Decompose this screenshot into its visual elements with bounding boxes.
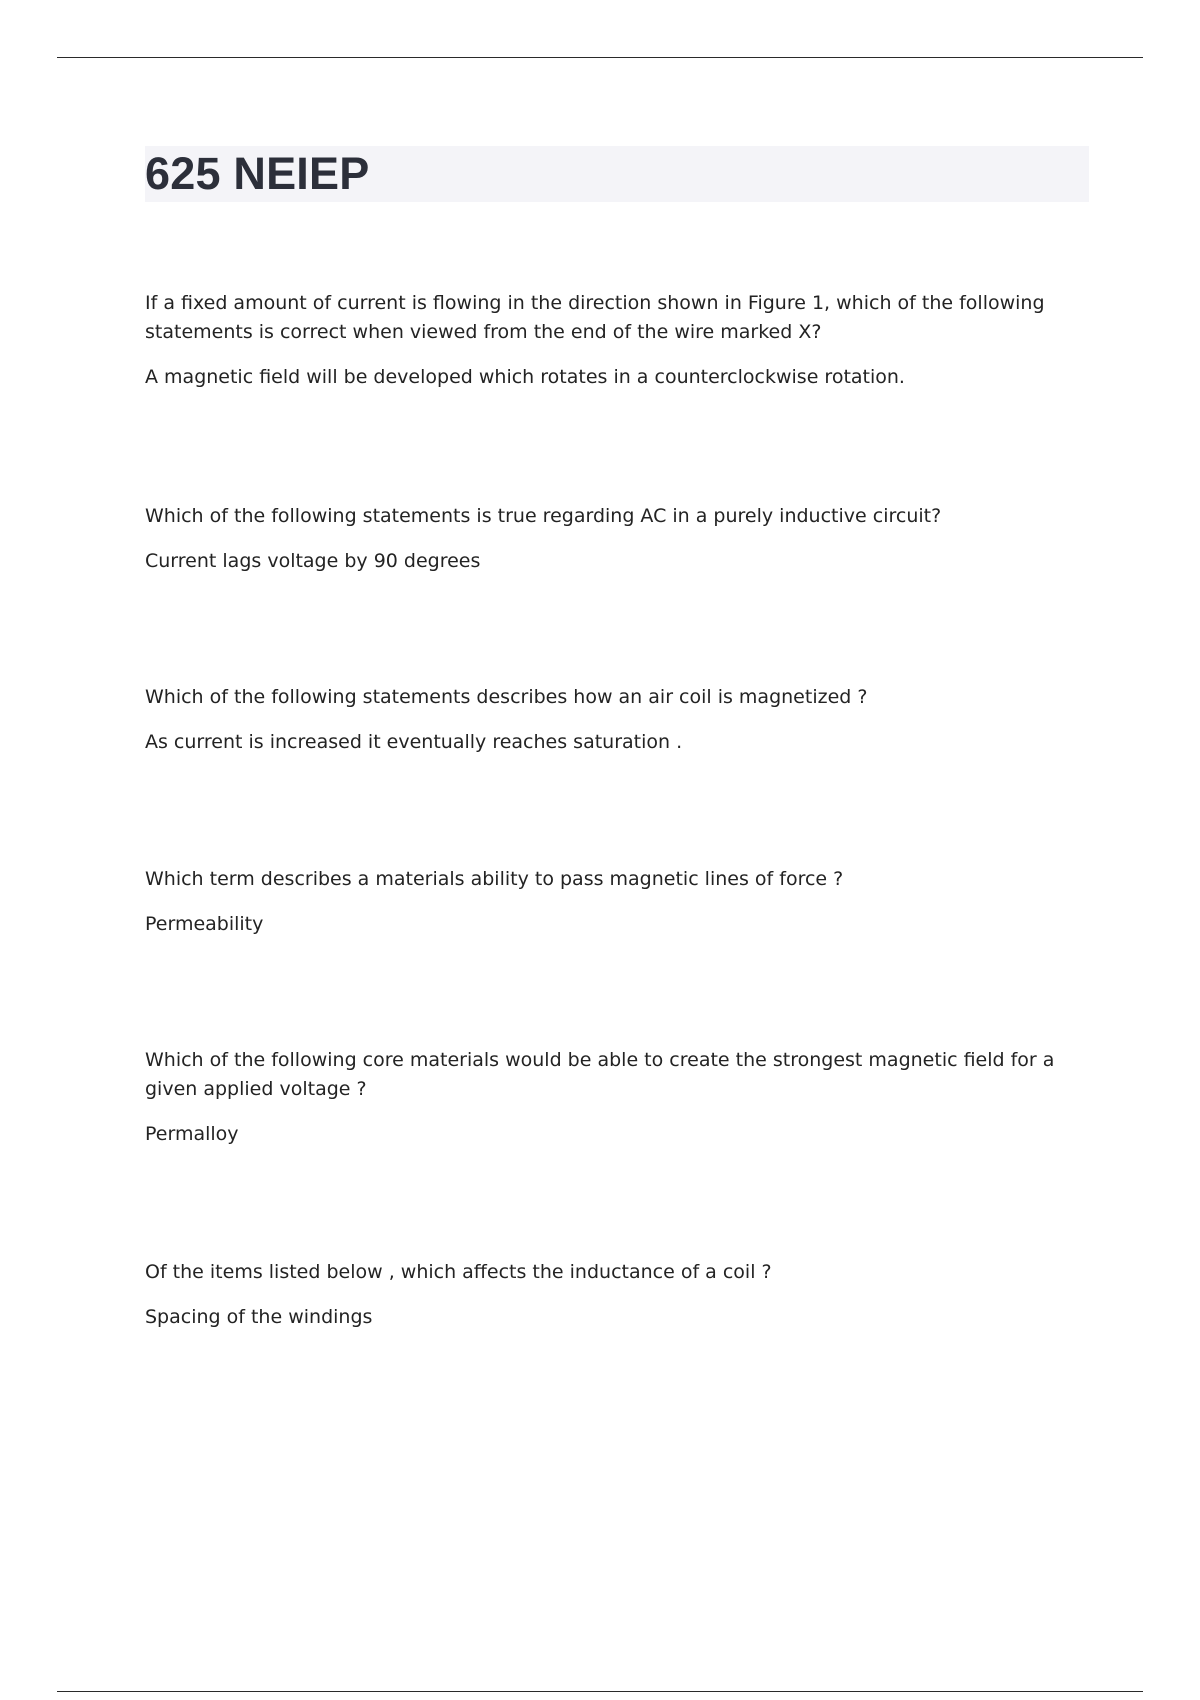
question-text: Which of the following statements describes how an air coil is magnetized ? bbox=[145, 686, 868, 708]
question-text: Which of the following statements is true regarding AC in a purely inductive circuit? bbox=[145, 505, 942, 527]
page-title: 625 NEIEP bbox=[145, 148, 370, 199]
question-text: Which term describes a materials ability to pass magnetic lines of force ? bbox=[145, 868, 844, 890]
qa-item-5 bbox=[145, 1046, 1095, 1149]
title-band bbox=[145, 146, 1089, 202]
qa-item-4 bbox=[145, 865, 1095, 939]
answer-text: A magnetic field will be developed which rotates in a counterclockwise rotation. bbox=[145, 366, 905, 388]
qa-item-6 bbox=[145, 1258, 1095, 1332]
qa-item-2 bbox=[145, 502, 1095, 576]
answer-text: Permeability bbox=[145, 913, 264, 935]
answer-text: Permalloy bbox=[145, 1123, 239, 1145]
answer-text: As current is increased it eventually reaches saturation . bbox=[145, 731, 683, 753]
qa-item-3 bbox=[145, 683, 1095, 757]
bottom-divider bbox=[57, 1691, 1143, 1692]
question-text: Of the items listed below , which affects the inductance of a coil ? bbox=[145, 1261, 772, 1283]
answer-text: Current lags voltage by 90 degrees bbox=[145, 550, 481, 572]
top-divider bbox=[57, 57, 1143, 58]
answer-text: Spacing of the windings bbox=[145, 1306, 373, 1328]
question-text: Which of the following core materials would be able to create the strongest magnetic field for a given applied voltage ? bbox=[145, 1049, 1055, 1100]
question-text: If a fixed amount of current is flowing in the direction shown in Figure 1, which of the following statements is correct when viewed from the end of the wire marked X? bbox=[145, 292, 1045, 343]
qa-item-1 bbox=[145, 289, 1095, 392]
